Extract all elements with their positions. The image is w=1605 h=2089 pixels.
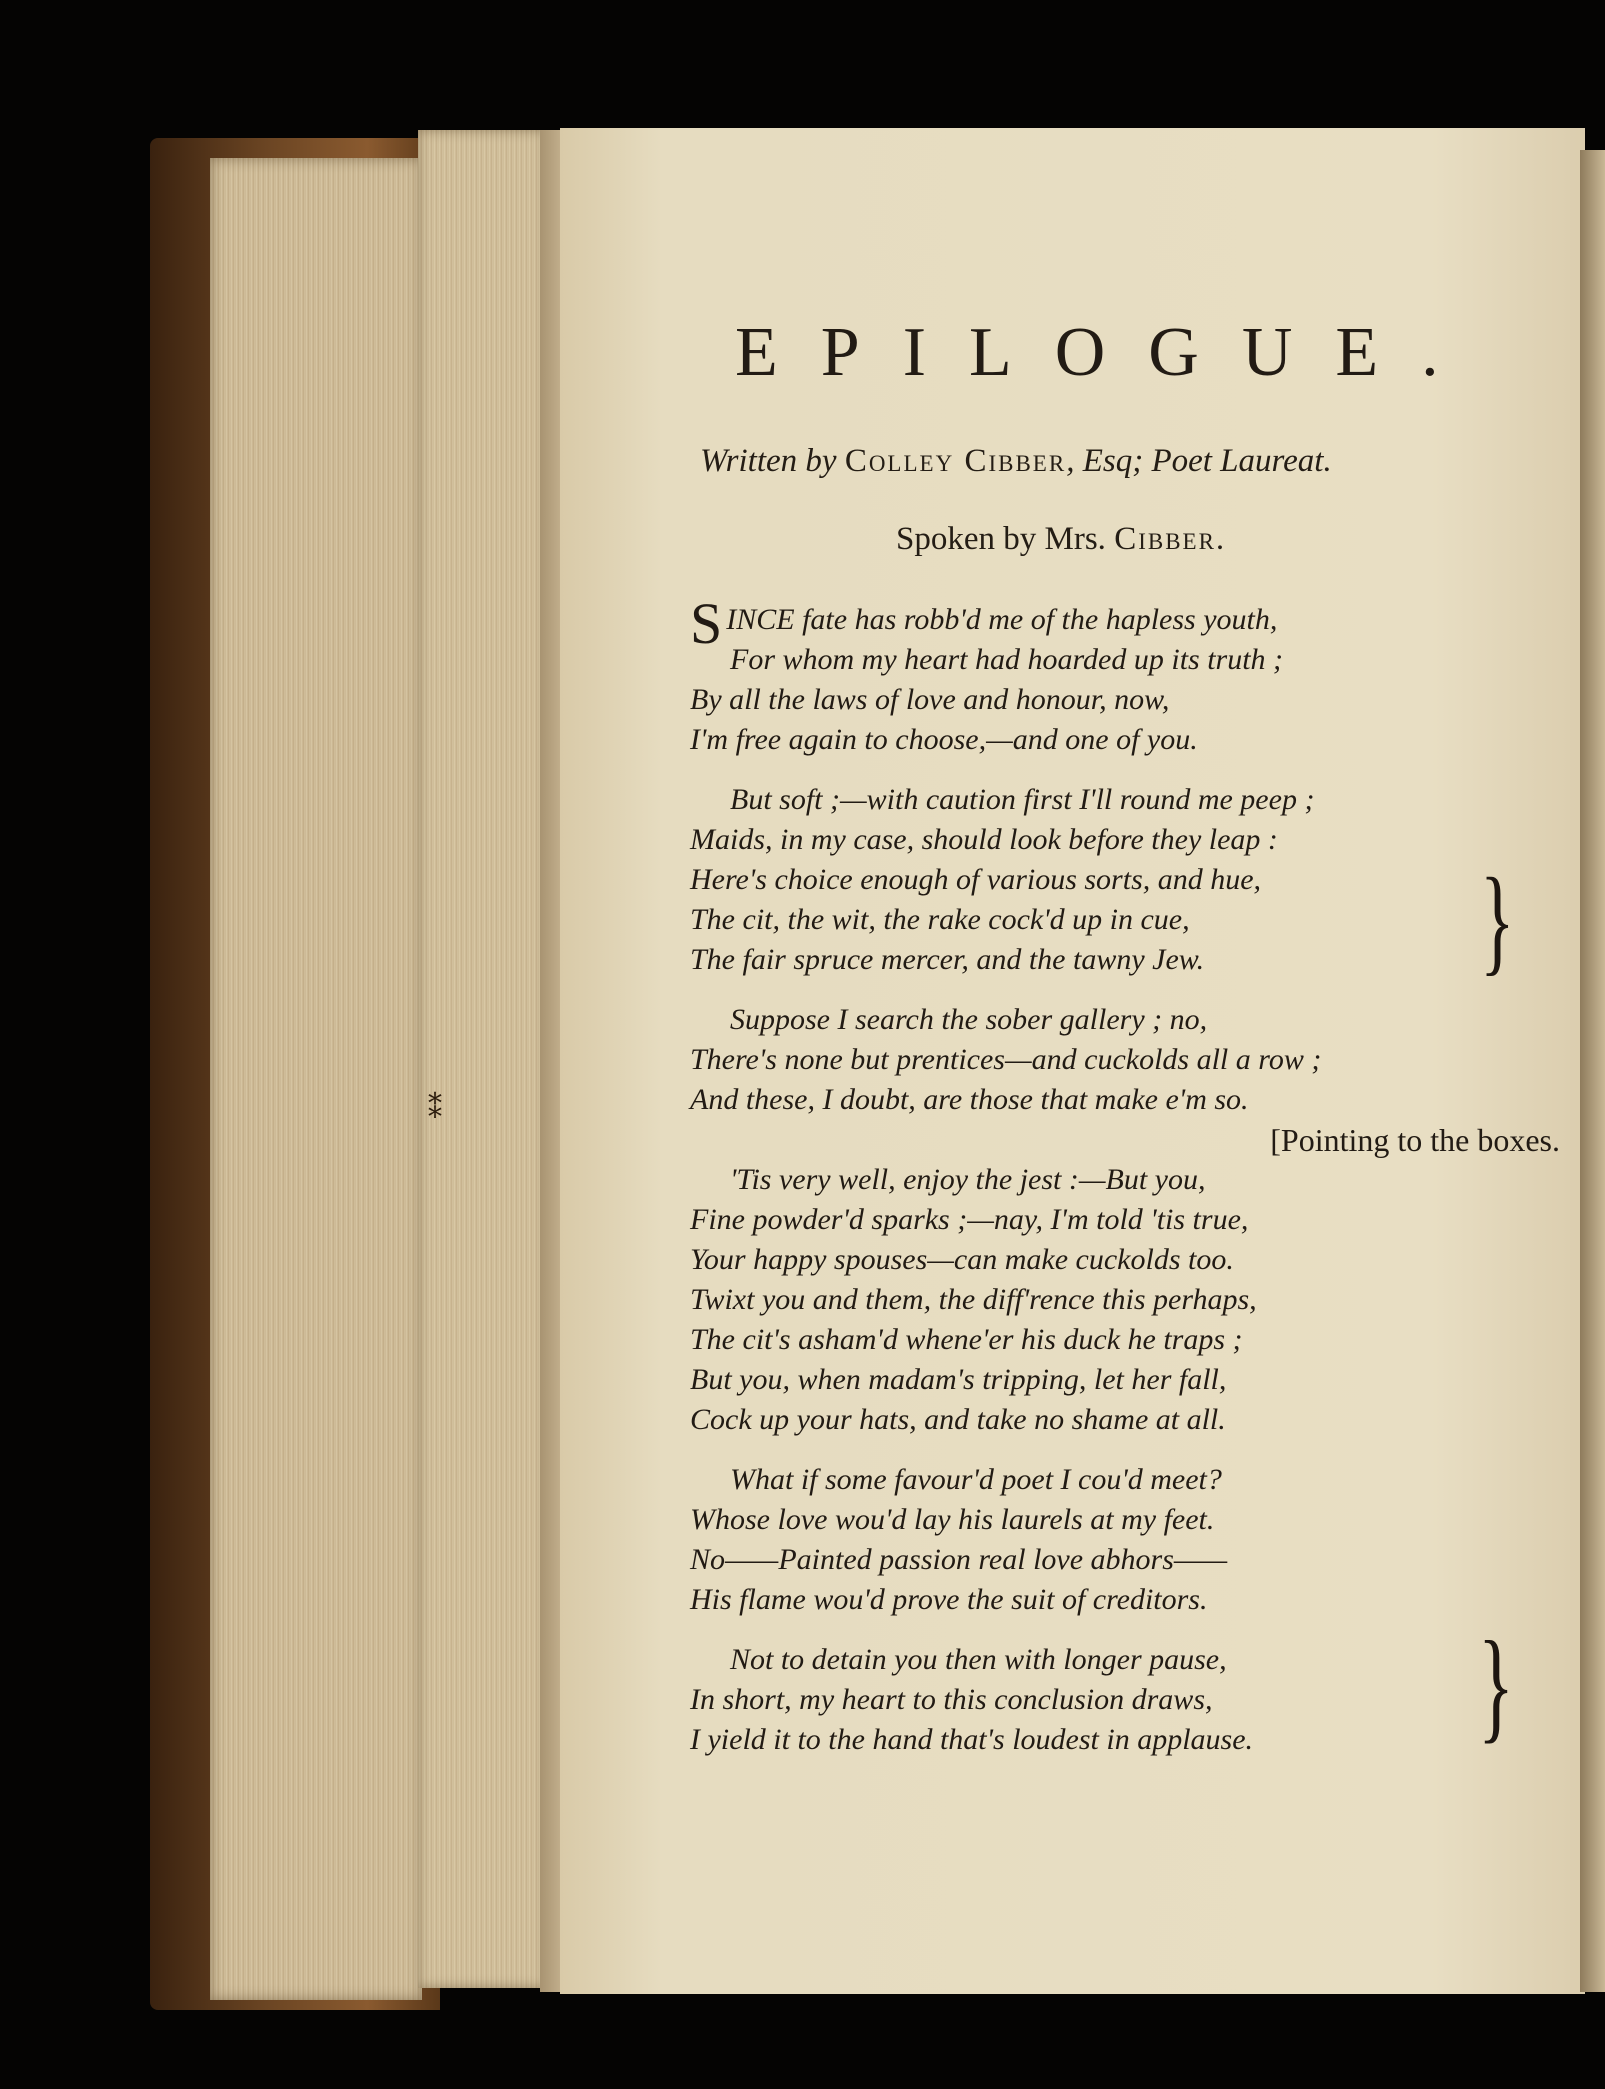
stage-direction: [Pointing to the boxes. — [1270, 1122, 1560, 1158]
poem-line: The cit, the wit, the rake cock'd up in cue, — [690, 903, 1190, 936]
poem-line: And these, I doubt, are those that make e'm so. — [690, 1083, 1249, 1116]
stanza-1 — [690, 591, 1570, 760]
poem — [690, 591, 1570, 1780]
poem-line: Here's choice enough of various sorts, and hue, — [690, 863, 1262, 896]
poem-line: What if some favour'd poet I cou'd meet? — [730, 1463, 1222, 1496]
poem-line: Whose love wou'd lay his laurels at my feet. — [690, 1503, 1215, 1536]
spoken-by — [896, 520, 1226, 560]
poem-line: Twixt you and them, the diff'rence this perhaps, — [690, 1283, 1257, 1316]
first-line-text: INCE fate has robb'd me of the hapless youth, — [726, 603, 1278, 636]
page-title: EPILOGUE. — [735, 314, 1482, 391]
poem-line: By all the laws of love and honour, now, — [690, 683, 1170, 716]
poem-line: Your happy spouses—can make cuckolds too. — [690, 1243, 1234, 1276]
byline-role: Poet Laureat. — [1151, 443, 1332, 479]
poem-line: In short, my heart to this conclusion draws, — [690, 1683, 1213, 1716]
poem-line: No——Painted passion real love abhors—— — [690, 1543, 1228, 1576]
stanza-2 — [690, 780, 1570, 986]
poem-line: 'Tis very well, enjoy the jest :—But you, — [730, 1163, 1206, 1196]
stanza-4 — [690, 1460, 1570, 1620]
triplet-brace: } — [1478, 1617, 1514, 1755]
byline-prefix: Written by — [700, 443, 837, 479]
page-block-left — [210, 158, 422, 2000]
poem-line: Suppose I search the sober gallery ; no, — [730, 1003, 1208, 1036]
next-page-edge — [1580, 150, 1605, 1992]
poem-line: I yield it to the hand that's loudest in applause. — [690, 1723, 1254, 1756]
spoken-prefix: Spoken by Mrs. — [896, 521, 1106, 557]
poem-line: The fair spruce mercer, and the tawny Jew. — [690, 943, 1205, 976]
triplet-brace: } — [1480, 853, 1515, 986]
poem-line: But soft ;—with caution first I'll round me peep ; — [730, 783, 1315, 816]
spoken-speaker: Cibber. — [1114, 521, 1227, 557]
byline-suffix: , Esq; — [1066, 443, 1144, 479]
poem-line: Fine powder'd sparks ;—nay, I'm told 'tis true, — [690, 1203, 1249, 1236]
poem-line: For whom my heart had hoarded up its truth ; — [730, 643, 1284, 676]
poem-line: Not to detain you then with longer pause, — [730, 1643, 1227, 1676]
poem-line: The cit's asham'd whene'er his duck he traps ; — [690, 1323, 1243, 1356]
page-edge-mark: ⁑ — [428, 1094, 442, 1125]
drop-cap: S — [690, 591, 723, 656]
poem-line: His flame wou'd prove the suit of creditors. — [690, 1583, 1208, 1616]
byline — [700, 442, 1580, 482]
byline-author: Colley Cibber — [844, 443, 1067, 479]
poem-line: There's none but prentices—and cuckolds all a row ; — [690, 1043, 1322, 1076]
poem-line — [690, 591, 1570, 656]
poem-line: But you, when madam's tripping, let her fall, — [690, 1363, 1227, 1396]
poem-line: I'm free again to choose,—and one of you. — [690, 723, 1198, 756]
poem-line: Cock up your hats, and take no shame at all. — [690, 1403, 1226, 1436]
stanza-3 — [690, 1000, 1570, 1440]
poem-line: Maids, in my case, should look before they leap : — [690, 823, 1278, 856]
page-block-right — [418, 130, 546, 1988]
stanza-5 — [690, 1640, 1570, 1760]
